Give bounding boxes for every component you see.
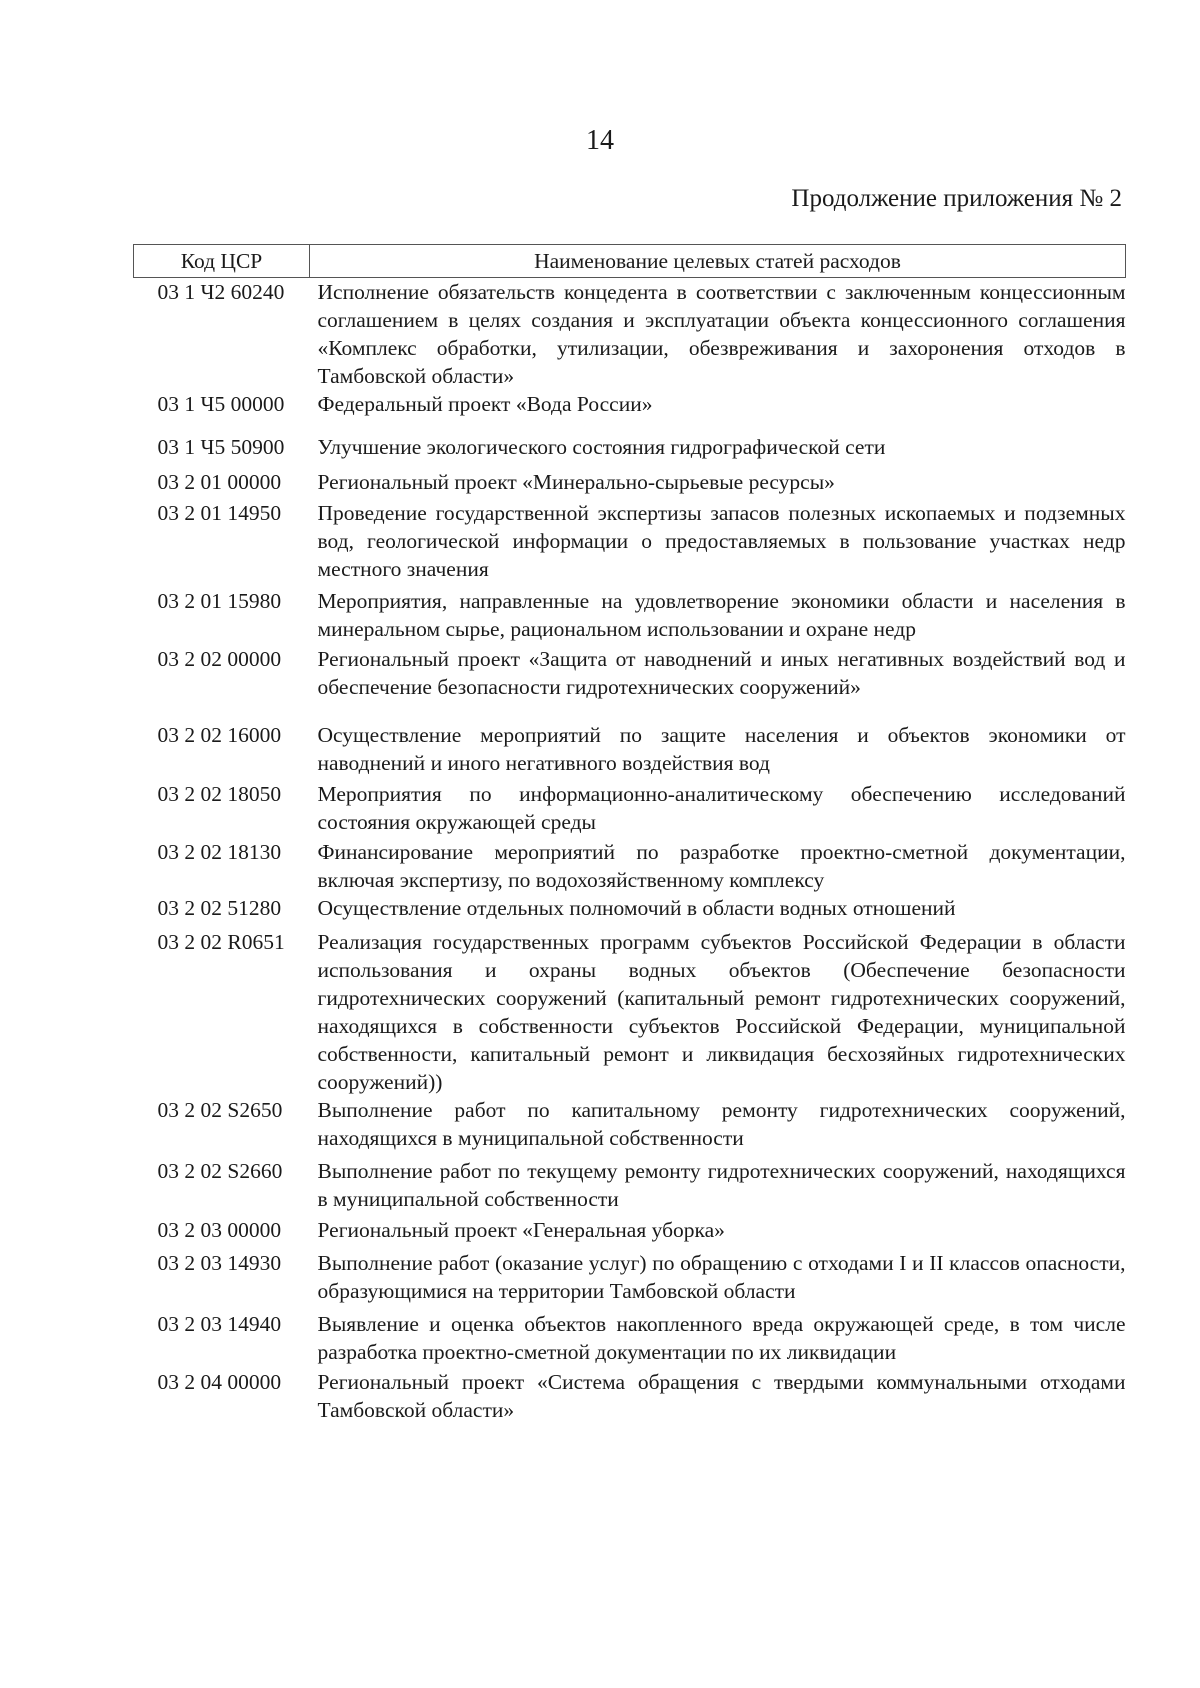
table-row	[134, 1216, 1126, 1249]
row-name: Осуществление отдельных полномочий в области водных отношений	[317, 896, 956, 920]
row-code: 03 2 02 00000	[157, 647, 282, 671]
header-code: Код ЦСР	[134, 245, 310, 278]
row-name: Осуществление мероприятий по защите населения и объектов экономики от наводнений и иного негативного воздействия вод	[317, 723, 1126, 775]
page-number: 14	[586, 125, 614, 156]
table-row	[134, 390, 1126, 433]
table-row	[134, 894, 1126, 928]
table-row	[134, 838, 1126, 894]
budget-codes-table	[133, 244, 1126, 1426]
table-row	[134, 1310, 1126, 1368]
row-code: 03 2 01 15980	[157, 589, 282, 613]
row-name: Региональный проект «Система обращения с твердыми коммунальными отходами Тамбовской области»	[317, 1370, 1126, 1422]
table-row	[134, 587, 1126, 645]
row-code: 03 2 02 S2660	[157, 1159, 283, 1183]
row-code: 03 2 01 14950	[157, 501, 282, 525]
row-name: Региональный проект «Защита от наводнений и иных негативных воздействий вод и обеспечение безопасности гидротехнических сооружений»	[317, 647, 1126, 699]
table-row	[134, 721, 1126, 780]
row-code: 03 1 Ч5 00000	[157, 392, 285, 416]
row-name: Улучшение экологического состояния гидрографической сети	[317, 435, 886, 459]
table-row	[134, 1368, 1126, 1426]
table-row	[134, 468, 1126, 499]
row-code: 03 2 01 00000	[157, 470, 282, 494]
row-code: 03 2 02 16000	[157, 723, 282, 747]
row-code: 03 1 Ч5 50900	[157, 435, 285, 459]
row-code: 03 2 02 18130	[157, 840, 282, 864]
table-row	[134, 1157, 1126, 1216]
row-code: 03 2 03 00000	[157, 1218, 282, 1242]
row-name: Выявление и оценка объектов накопленного вреда окружающей среде, в том числе разработка проектно-сметной документации по их ликвидации	[317, 1312, 1126, 1364]
appendix-title: Продолжение приложения № 2	[791, 185, 1122, 212]
row-name: Региональный проект «Генеральная уборка»	[317, 1218, 725, 1242]
table-header-row	[134, 245, 1126, 278]
row-name: Реализация государственных программ субъектов Российской Федерации в области использования и охраны водных объектов (Обеспечение безопасности гидротехнических сооружений (капитальный ремонт гидротехнических сооружений, находящихся в собственности субъектов Российской Федерации, муниципальной собственности, капитальный ремонт и ликвидация бесхозяйных гидротехнических сооружений))	[317, 930, 1126, 1094]
row-name: Федеральный проект «Вода России»	[317, 392, 653, 416]
table-row	[134, 645, 1126, 721]
table-row	[134, 433, 1126, 468]
row-code: 03 1 Ч2 60240	[157, 280, 285, 304]
row-code: 03 2 04 00000	[157, 1370, 282, 1394]
table-row	[134, 928, 1126, 1096]
row-name: Мероприятия, направленные на удовлетворение экономики области и населения в минеральном сырье, рациональном использовании и охране недр	[317, 589, 1126, 641]
row-name: Мероприятия по информационно-аналитическому обеспечению исследований состояния окружающей среды	[317, 782, 1126, 834]
row-name: Финансирование мероприятий по разработке проектно-сметной документации, включая экспертизу, по водохозяйственному комплексу	[317, 840, 1126, 892]
row-code: 03 2 02 51280	[157, 896, 282, 920]
row-name: Выполнение работ (оказание услуг) по обращению с отходами I и II классов опасности, образующимися на территории Тамбовской области	[317, 1251, 1126, 1303]
table-body	[134, 278, 1126, 1427]
header-name: Наименование целевых статей расходов	[310, 245, 1126, 278]
row-name: Исполнение обязательств концедента в соответствии с заключенным концессионным соглашением в целях создания и эксплуатации объекта концессионного соглашения «Комплекс обработки, утилизации, обезвреживания и захоронения отходов в Тамбовской области»	[317, 280, 1126, 388]
row-name: Региональный проект «Минерально-сырьевые ресурсы»	[317, 470, 835, 494]
row-code: 03 2 02 18050	[157, 782, 282, 806]
table-row	[134, 499, 1126, 587]
table-row	[134, 1096, 1126, 1157]
row-name: Выполнение работ по текущему ремонту гидротехнических сооружений, находящихся в муниципальной собственности	[317, 1159, 1126, 1211]
row-name: Проведение государственной экспертизы запасов полезных ископаемых и подземных вод, геологической информации о предоставляемых в пользование участках недр местного значения	[317, 501, 1126, 581]
table-row	[134, 1249, 1126, 1310]
table-row	[134, 278, 1126, 391]
row-code: 03 2 03 14930	[157, 1251, 282, 1275]
row-code: 03 2 02 S2650	[157, 1098, 283, 1122]
row-code: 03 2 02 R0651	[157, 930, 285, 954]
table-row	[134, 780, 1126, 838]
row-name: Выполнение работ по капитальному ремонту гидротехнических сооружений, находящихся в муниципальной собственности	[317, 1098, 1126, 1150]
row-code: 03 2 03 14940	[157, 1312, 282, 1336]
